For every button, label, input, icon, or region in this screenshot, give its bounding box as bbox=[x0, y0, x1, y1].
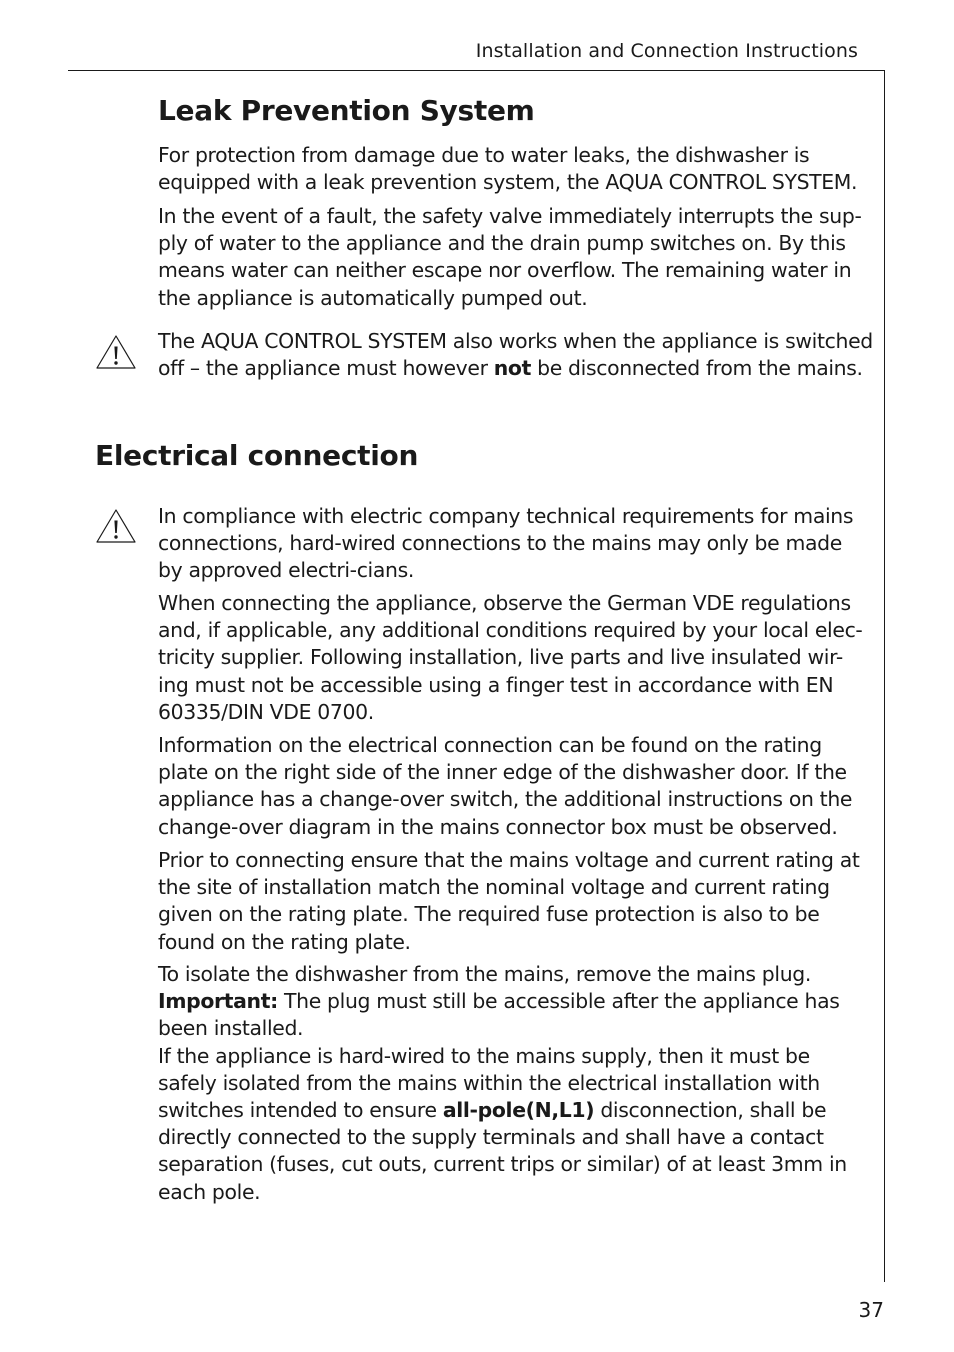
text-line: tricity supplier. Following installation, live parts and live insulated wir- bbox=[158, 645, 843, 670]
leak-intro-paragraph bbox=[158, 142, 873, 196]
margin-rule bbox=[884, 70, 885, 1282]
electrician-warning bbox=[158, 503, 873, 585]
leak-prevention-heading: Leak Prevention System bbox=[158, 94, 535, 127]
text-run: disconnection, shall be bbox=[594, 1098, 827, 1123]
text-line: If the appliance is hard-wired to the mains supply, then it must be bbox=[158, 1043, 810, 1068]
text-line: Information on the electrical connection can be found on the rating bbox=[158, 733, 822, 757]
text-line: separation (fuses, cut outs, current trips or similar) of at least 3mm in bbox=[158, 1152, 847, 1177]
text-line: To isolate the dishwasher from the mains, remove the mains plug. bbox=[158, 962, 811, 986]
text-line: When connecting the appliance, observe the German VDE regulations bbox=[158, 591, 851, 615]
text-line: each pole. bbox=[158, 1179, 261, 1204]
text-line: found on the rating plate. bbox=[158, 929, 411, 954]
text-line: equipped with a leak prevention system, the AQUA CONTROL SYSTEM. bbox=[158, 170, 858, 195]
all-pole-term: all-pole(N,L1) bbox=[442, 1098, 595, 1123]
text-line: given on the rating plate. The required fuse protection is also to be bbox=[158, 902, 820, 927]
text-line: been installed. bbox=[158, 1016, 304, 1041]
text-line: means water can neither escape nor overflow. The remaining water in bbox=[158, 258, 852, 283]
text-line: appliance has a change-over switch, the additional instructions on the bbox=[158, 787, 853, 812]
text-line: For protection from damage due to water leaks, the dishwasher is bbox=[158, 143, 810, 167]
text-line bbox=[158, 1097, 873, 1124]
warning-icon bbox=[95, 334, 137, 370]
text-run: be disconnected from the mains. bbox=[530, 356, 863, 381]
running-header: Installation and Connection Instructions bbox=[475, 40, 858, 62]
text-line: directly connected to the supply terminals and shall have a contact bbox=[158, 1125, 824, 1150]
text-line: connections, hard-wired connections to the mains may only be made bbox=[158, 531, 842, 556]
text-line: The AQUA CONTROL SYSTEM also works when the appliance is switched bbox=[158, 329, 873, 353]
important-label: Important: bbox=[158, 989, 278, 1014]
text-line: ply of water to the appliance and the drain pump switches on. By this bbox=[158, 231, 846, 256]
text-line: 60335/DIN VDE 0700. bbox=[158, 699, 374, 724]
text-line: In the event of a fault, the safety valve immediately interrupts the sup- bbox=[158, 204, 862, 228]
header-rule bbox=[68, 70, 885, 71]
text-run: The plug must still be accessible after the appliance has bbox=[277, 989, 840, 1014]
text-line: In compliance with electric company technical requirements for mains bbox=[158, 504, 854, 528]
text-line: the site of installation match the nominal voltage and current rating bbox=[158, 875, 830, 900]
text-run: off – the appliance must however bbox=[158, 356, 494, 381]
rating-plate-paragraph bbox=[158, 732, 873, 841]
voltage-paragraph bbox=[158, 847, 873, 956]
text-line: Prior to connecting ensure that the mains voltage and current rating at bbox=[158, 848, 860, 872]
text-line: by approved electri-cians. bbox=[158, 558, 414, 583]
aqua-control-warning bbox=[158, 328, 873, 382]
text-line: and, if applicable, any additional conditions required by your local elec- bbox=[158, 618, 863, 643]
warning-icon bbox=[95, 508, 137, 544]
text-line: change-over diagram in the mains connector box must be observed. bbox=[158, 814, 838, 839]
text-line: plate on the right side of the inner edge of the dishwasher door. If the bbox=[158, 760, 847, 785]
page-number: 37 bbox=[858, 1298, 884, 1322]
text-line bbox=[158, 988, 873, 1015]
isolation-paragraph bbox=[158, 961, 873, 1206]
electrical-connection-heading: Electrical connection bbox=[95, 439, 419, 472]
text-line: the appliance is automatically pumped out. bbox=[158, 285, 588, 310]
leak-fault-paragraph bbox=[158, 203, 873, 312]
text-line bbox=[158, 355, 873, 382]
emphasis-not: not bbox=[493, 356, 531, 381]
text-line: safely isolated from the mains within the electrical installation with bbox=[158, 1070, 820, 1095]
text-line: ing must not be accessible using a finger test in accordance with EN bbox=[158, 672, 834, 697]
text-run: switches intended to ensure bbox=[158, 1098, 443, 1123]
vde-paragraph bbox=[158, 590, 873, 726]
